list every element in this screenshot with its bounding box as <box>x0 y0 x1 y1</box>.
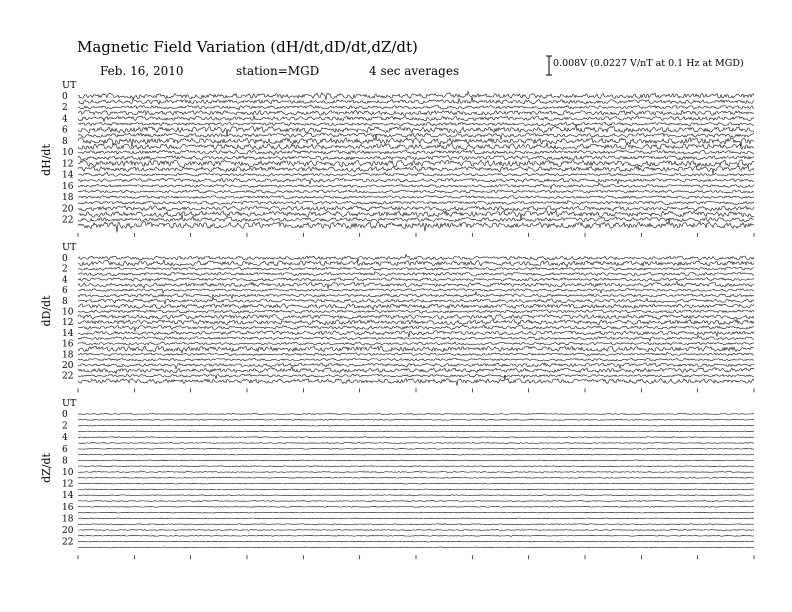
trace-dZdt-15 <box>78 501 754 502</box>
trace-dHdt-18 <box>78 196 754 199</box>
hour-label-2-2: 2 <box>62 421 68 432</box>
hour-label-1-12: 12 <box>62 318 74 329</box>
trace-dZdt-13 <box>78 489 754 490</box>
trace-dHdt-7 <box>78 133 754 140</box>
hour-label-0-16: 16 <box>62 181 74 192</box>
trace-dDdt-11 <box>78 314 754 319</box>
trace-dZdt-12 <box>78 483 754 484</box>
hour-label-0-14: 14 <box>62 170 74 181</box>
hour-label-0-4: 4 <box>62 114 68 125</box>
trace-dZdt-1 <box>78 419 754 420</box>
trace-dDdt-9 <box>78 304 754 310</box>
trace-dDdt-7 <box>78 292 754 299</box>
trace-dDdt-4 <box>78 278 754 282</box>
trace-dZdt-14 <box>78 495 754 496</box>
trace-dHdt-19 <box>78 200 754 204</box>
ut-label-2: UT <box>62 398 77 409</box>
trace-dDdt-20 <box>78 363 754 369</box>
hour-label-1-6: 6 <box>62 286 68 297</box>
hour-label-0-10: 10 <box>62 148 74 159</box>
hour-label-2-20: 20 <box>62 526 74 536</box>
trace-dHdt-6 <box>78 125 754 135</box>
hour-label-1-20: 20 <box>62 361 74 371</box>
trace-dDdt-8 <box>78 297 754 304</box>
trace-dHdt-15 <box>78 178 754 184</box>
trace-dHdt-9 <box>78 143 754 150</box>
trace-dHdt-12 <box>78 160 754 167</box>
trace-dZdt-2 <box>78 425 754 426</box>
trace-dDdt-10 <box>78 310 754 313</box>
hour-label-0-12: 12 <box>62 159 74 170</box>
panel-label-dZdt: dZ/dt <box>40 453 53 483</box>
chart-title: Magnetic Field Variation (dH/dt,dD/dt,dZ/dt) <box>77 38 418 56</box>
hour-label-2-0: 0 <box>62 410 68 420</box>
hour-label-0-2: 2 <box>62 103 68 114</box>
ut-label-0: UT <box>62 80 77 91</box>
trace-dZdt-11 <box>78 477 754 478</box>
trace-dDdt-22 <box>78 374 754 379</box>
hour-label-0-0: 0 <box>62 92 68 102</box>
trace-dDdt-3 <box>78 272 754 276</box>
trace-dHdt-2 <box>78 105 754 110</box>
hour-label-1-14: 14 <box>62 328 74 339</box>
hour-label-2-4: 4 <box>62 433 68 444</box>
trace-dDdt-12 <box>78 319 754 325</box>
trace-dDdt-6 <box>78 288 754 293</box>
trace-dZdt-22 <box>78 541 754 542</box>
hour-label-0-20: 20 <box>62 204 74 215</box>
hour-label-0-18: 18 <box>62 193 74 204</box>
hour-label-0-6: 6 <box>62 125 68 136</box>
trace-dHdt-10 <box>78 150 754 155</box>
trace-dZdt-6 <box>78 448 754 449</box>
trace-dZdt-10 <box>78 472 754 473</box>
trace-dZdt-18 <box>78 518 754 519</box>
trace-dZdt-3 <box>78 431 754 432</box>
trace-dZdt-4 <box>78 437 754 438</box>
trace-dDdt-13 <box>78 325 754 331</box>
hour-label-2-10: 10 <box>62 468 74 478</box>
trace-dZdt-16 <box>78 506 754 507</box>
trace-dZdt-7 <box>78 454 754 455</box>
trace-dDdt-14 <box>78 331 754 338</box>
hour-label-2-8: 8 <box>62 456 68 467</box>
trace-dHdt-11 <box>78 156 754 161</box>
trace-dZdt-9 <box>78 466 754 467</box>
trace-dDdt-18 <box>78 352 754 355</box>
scale-bar-label: 0.008V (0.0227 V/nT at 0.1 Hz at MGD) <box>553 58 744 69</box>
trace-dDdt-1 <box>78 260 754 267</box>
hour-label-1-22: 22 <box>62 371 74 382</box>
trace-dZdt-19 <box>78 524 754 525</box>
trace-dHdt-20 <box>78 206 754 211</box>
trace-dZdt-20 <box>78 530 754 531</box>
hour-label-0-22: 22 <box>62 215 74 226</box>
trace-dZdt-17 <box>78 512 754 513</box>
hour-label-1-4: 4 <box>62 275 68 286</box>
hour-label-1-10: 10 <box>62 307 74 318</box>
trace-dHdt-5 <box>78 122 754 126</box>
hour-label-2-16: 16 <box>62 502 74 513</box>
trace-dDdt-23 <box>78 376 754 386</box>
trace-dHdt-22 <box>78 214 754 221</box>
trace-dDdt-15 <box>78 335 754 341</box>
trace-dHdt-17 <box>78 190 754 194</box>
trace-dHdt-4 <box>78 116 754 122</box>
hour-label-2-22: 22 <box>62 537 74 548</box>
trace-dHdt-16 <box>78 183 754 189</box>
hour-label-2-18: 18 <box>62 514 74 525</box>
trace-dZdt-23 <box>78 547 754 548</box>
trace-dDdt-16 <box>78 342 754 345</box>
trace-dDdt-19 <box>78 358 754 361</box>
trace-dZdt-0 <box>78 414 754 415</box>
hour-label-0-8: 8 <box>62 136 68 147</box>
trace-dHdt-14 <box>78 172 754 176</box>
hour-label-1-8: 8 <box>62 296 68 307</box>
hour-label-1-18: 18 <box>62 350 74 361</box>
trace-dZdt-5 <box>78 443 754 444</box>
trace-dDdt-2 <box>78 267 754 270</box>
averaging-label: 4 sec averages <box>369 64 460 78</box>
trace-dDdt-0 <box>78 254 754 261</box>
trace-dDdt-17 <box>78 346 754 353</box>
hour-label-2-14: 14 <box>62 491 74 502</box>
panel-label-dDdt: dD/dt <box>40 295 53 327</box>
trace-dHdt-1 <box>78 97 754 104</box>
hour-label-1-0: 0 <box>62 254 68 264</box>
trace-dZdt-8 <box>78 460 754 461</box>
hour-label-1-2: 2 <box>62 264 68 275</box>
hour-label-2-6: 6 <box>62 444 68 455</box>
trace-dHdt-13 <box>78 166 754 174</box>
trace-dDdt-5 <box>78 281 754 288</box>
ut-label-1: UT <box>62 242 77 253</box>
trace-dHdt-3 <box>78 110 754 115</box>
trace-dHdt-0 <box>78 92 754 100</box>
panel-label-dHdt: dH/dt <box>40 144 53 176</box>
trace-dHdt-23 <box>78 218 754 232</box>
hour-label-2-12: 12 <box>62 479 74 490</box>
hour-label-1-16: 16 <box>62 339 74 350</box>
date-label: Feb. 16, 2010 <box>100 64 184 78</box>
trace-dZdt-21 <box>78 535 754 536</box>
station-label: station=MGD <box>236 64 320 78</box>
trace-dDdt-21 <box>78 367 754 374</box>
